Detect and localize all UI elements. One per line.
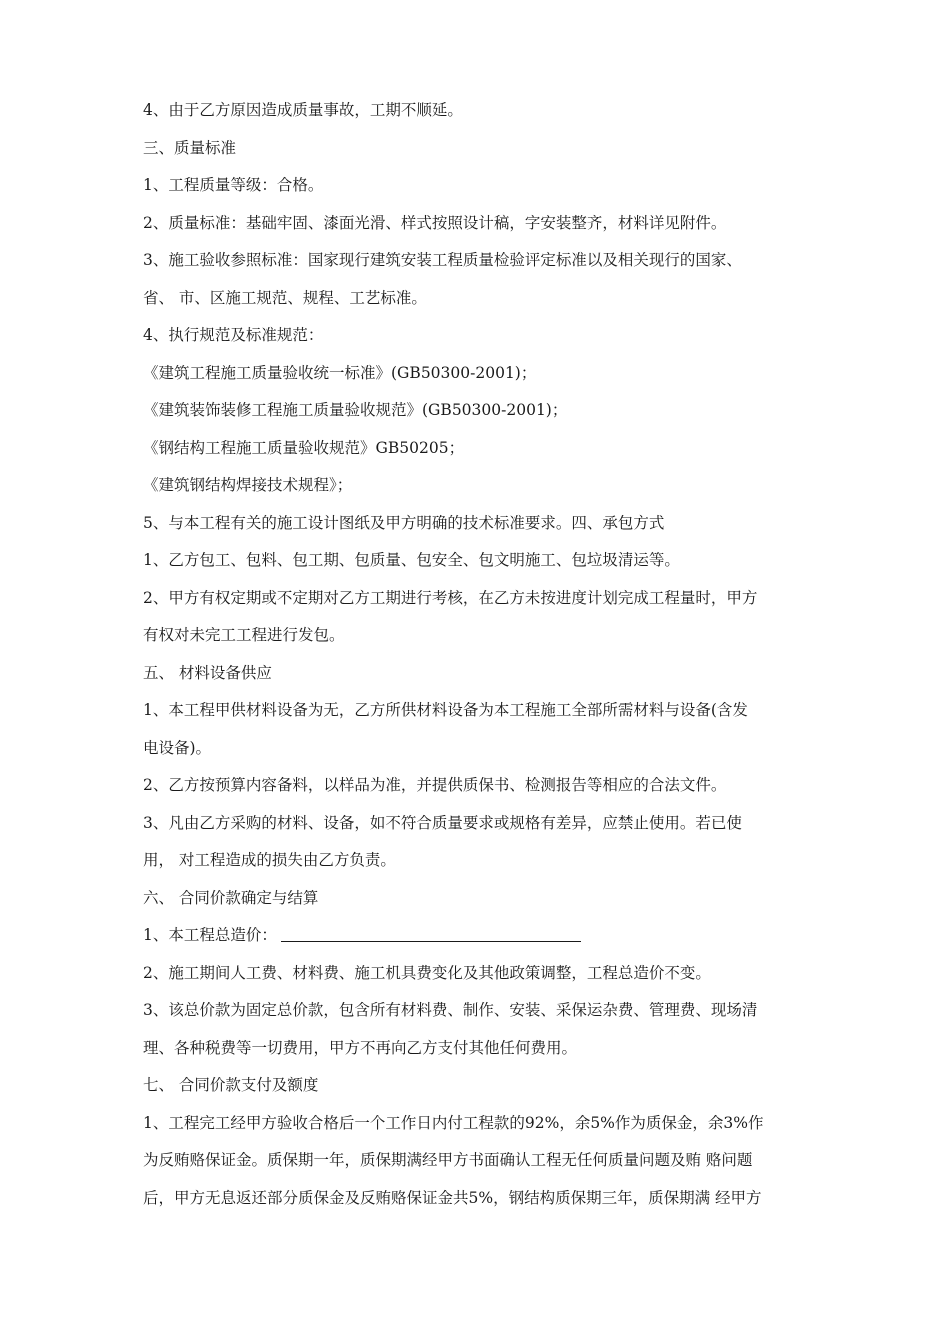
text-line: 3、该总价款为固定总价款，包含所有材料费、制作、安装、采保运杂费、管理费、现场清: [143, 1001, 758, 1019]
text-line: 4、由于乙方原因造成质量事故，工期不顺延。: [143, 101, 463, 119]
total-price-line: [143, 917, 823, 955]
text-line: 2、甲方有权定期或不定期对乙方工期进行考核，在乙方未按进度计划完成工程量时，甲方: [143, 588, 758, 607]
section-heading: 七、 合同价款支付及额度: [143, 1076, 319, 1094]
text-line: 用， 对工程造成的损失由乙方负责。: [143, 851, 396, 869]
text-line: 1、本工程甲供材料设备为无，乙方所供材料设备为本工程施工全部所需材料与设备(含发: [143, 701, 748, 719]
text-line: 5、与本工程有关的施工设计图纸及甲方明确的技术标准要求。四、承包方式: [143, 513, 665, 532]
text-line: 1、乙方包工、包料、包工期、包质量、包安全、包文明施工、包垃圾清运等。: [143, 551, 680, 569]
section-heading: 六、 合同价款确定与结算: [143, 888, 319, 907]
text-line: 2、施工期间人工费、材料费、施工机具费变化及其他政策调整，工程总造价不变。: [143, 963, 711, 982]
text-line: 为反贿赂保证金。质保期一年，质保期满经甲方书面确认工程无任何质量问题及贿 赂问题: [143, 1151, 753, 1169]
standard-reference: 《建筑钢结构焊接技术规程》；: [143, 476, 353, 494]
text-line: 4、执行规范及标准规范：: [143, 326, 324, 344]
section-heading: 三、质量标准: [143, 138, 237, 157]
section-heading: 五、 材料设备供应: [143, 663, 272, 682]
text-line: 有权对未完工工程进行发包。: [143, 626, 345, 644]
standard-reference: 《建筑装饰装修工程施工质量验收规范》(GB50300-2001)；: [143, 401, 568, 419]
text-line: 后，甲方无息返还部分质保金及反贿赂保证金共5%，钢结构质保期三年，质保期满 经甲方: [143, 1188, 762, 1207]
text-line: 2、乙方按预算内容备料，以样品为准，并提供质保书、检测报告等相应的合法文件。: [143, 776, 727, 794]
text-line: 1、工程质量等级：合格。: [143, 176, 324, 194]
text-line: 3、施工验收参照标准：国家现行建筑安装工程质量检验评定标准以及相关现行的国家、: [143, 251, 742, 269]
text-line: 1、工程完工经甲方验收合格后一个工作日内付工程款的92%，余5%作为质保金，余3%作: [143, 1113, 764, 1132]
total-price-blank: [281, 926, 581, 943]
text-line: 省、 市、区施工规范、规程、工艺标准。: [143, 288, 427, 307]
standard-reference: 《钢结构工程施工质量验收规范》GB50205；: [143, 438, 465, 457]
text-line: 理、各种税费等一切费用，甲方不再向乙方支付其他任何费用。: [143, 1038, 578, 1057]
text-line: 3、凡由乙方采购的材料、设备，如不符合质量要求或规格有差异，应禁止使用。若已使: [143, 813, 742, 832]
standard-reference: 《建筑工程施工质量验收统一标准》(GB50300-2001)；: [143, 363, 537, 382]
text-line: 2、质量标准：基础牢固、漆面光滑、样式按照设计稿，字安装整齐，材料详见附件。: [143, 213, 727, 232]
text-line: 电设备)。: [143, 738, 212, 757]
total-price-label: 1、本工程总造价：: [143, 926, 277, 944]
contract-text: [143, 92, 823, 1217]
